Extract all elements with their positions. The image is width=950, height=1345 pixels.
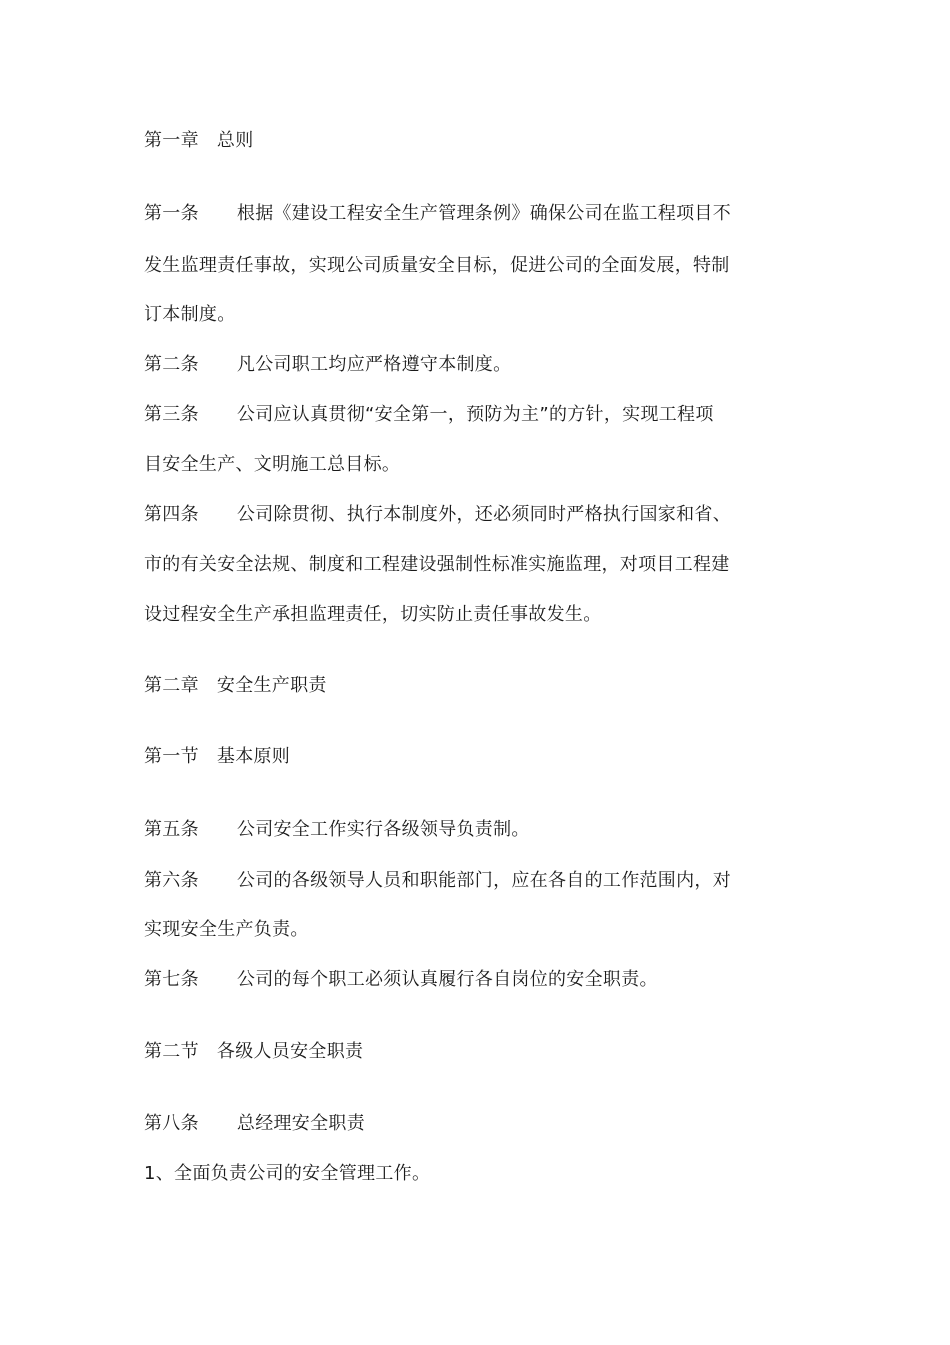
article-6-line-1 bbox=[144, 869, 764, 893]
list-item-1: 1、全面负责公司的安全管理工作。 bbox=[144, 1163, 431, 1184]
article-label: 第五条 bbox=[144, 819, 199, 840]
article-label: 第四条 bbox=[144, 504, 199, 525]
article-text: 凡公司职工均应严格遵守本制度。 bbox=[236, 354, 512, 375]
article-text: 总经理安全职责 bbox=[236, 1113, 366, 1134]
article-text: 公司除贯彻、执行本制度外，还必须同时严格执行国家和省、 bbox=[236, 504, 732, 525]
article-1-line-2: 发生监理责任事故，实现公司质量安全目标，促进公司的全面发展，特制 bbox=[144, 255, 730, 276]
article-text: 根据《建设工程安全生产管理条例》确保公司在监工程项目不 bbox=[236, 203, 732, 224]
article-6-line-2: 实现安全生产负责。 bbox=[144, 919, 309, 940]
section-title: 基本原则 bbox=[216, 746, 291, 767]
article-3-line-1 bbox=[144, 403, 764, 427]
article-label: 第八条 bbox=[144, 1113, 199, 1134]
article-text: 公司应认真贯彻“安全第一，预防为主”的方针，实现工程项 bbox=[236, 404, 714, 425]
chapter-2-heading bbox=[144, 674, 764, 698]
article-label: 第三条 bbox=[144, 404, 199, 425]
article-label: 第一条 bbox=[144, 203, 199, 224]
article-text: 公司的每个职工必须认真履行各自岗位的安全职责。 bbox=[236, 969, 658, 990]
chapter-title: 总则 bbox=[216, 130, 254, 151]
article-8-line-1 bbox=[144, 1112, 764, 1136]
article-text: 公司安全工作实行各级领导负责制。 bbox=[236, 819, 530, 840]
chapter-label: 第二章 bbox=[144, 675, 199, 696]
article-label: 第二条 bbox=[144, 354, 199, 375]
section-1-heading bbox=[144, 745, 764, 769]
article-7-line-1 bbox=[144, 968, 764, 992]
chapter-1-heading bbox=[144, 129, 764, 153]
article-1-line-3: 订本制度。 bbox=[144, 304, 236, 325]
article-4-line-1 bbox=[144, 503, 764, 527]
section-2-heading bbox=[144, 1040, 764, 1064]
section-label: 第二节 bbox=[144, 1041, 199, 1062]
article-4-line-3: 设过程安全生产承担监理责任，切实防止责任事故发生。 bbox=[144, 604, 602, 625]
article-1-line-1 bbox=[144, 202, 764, 226]
article-text: 公司的各级领导人员和职能部门，应在各自的工作范围内，对 bbox=[236, 870, 732, 891]
section-title: 各级人员安全职责 bbox=[216, 1041, 364, 1062]
article-3-line-2: 目安全生产、文明施工总目标。 bbox=[144, 454, 401, 475]
section-label: 第一节 bbox=[144, 746, 199, 767]
chapter-title: 安全生产职责 bbox=[216, 675, 327, 696]
article-4-line-2: 市的有关安全法规、制度和工程建设强制性标准实施监理，对项目工程建 bbox=[144, 554, 730, 575]
article-2-line-1 bbox=[144, 353, 764, 377]
article-label: 第六条 bbox=[144, 870, 199, 891]
article-5-line-1 bbox=[144, 818, 764, 842]
article-label: 第七条 bbox=[144, 969, 199, 990]
chapter-label: 第一章 bbox=[144, 130, 199, 151]
